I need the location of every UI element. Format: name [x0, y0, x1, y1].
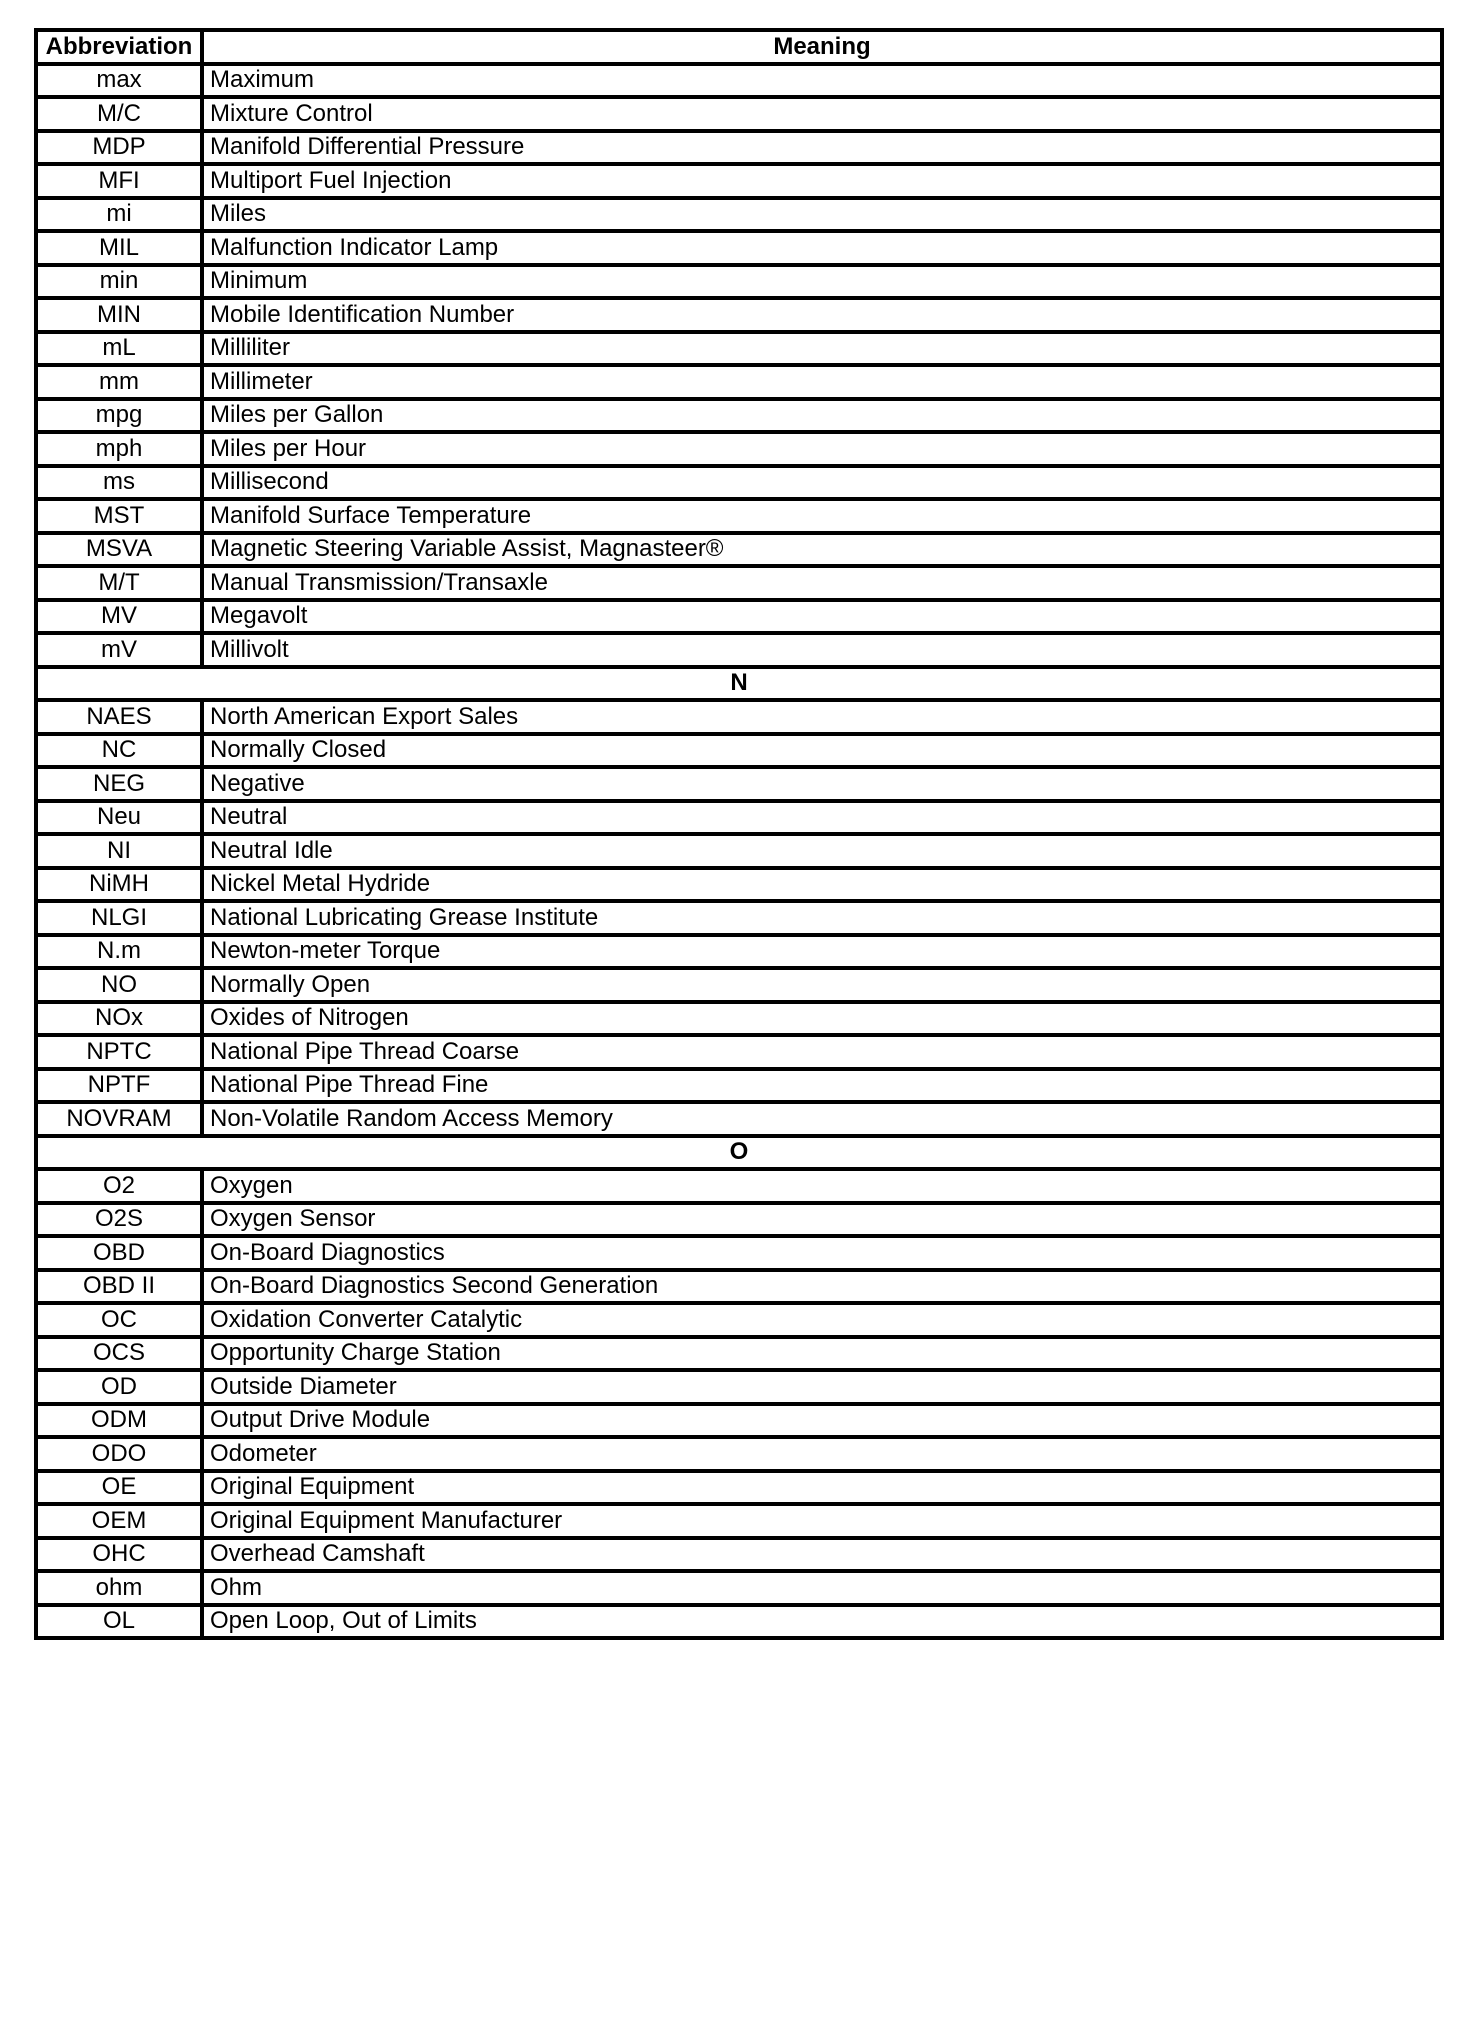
meaning-cell: Manifold Surface Temperature	[202, 499, 1442, 533]
table-row	[36, 533, 1442, 567]
table-row	[36, 1337, 1442, 1371]
meaning-cell: Milliliter	[202, 332, 1442, 366]
table-row	[36, 566, 1442, 600]
abbreviation-cell: MFI	[36, 164, 202, 198]
table-row	[36, 399, 1442, 433]
table-body	[36, 64, 1442, 1639]
header-abbreviation: Abbreviation	[36, 30, 202, 64]
table-row	[36, 968, 1442, 1002]
abbreviation-cell: NC	[36, 734, 202, 768]
section-row	[36, 1136, 1442, 1170]
meaning-cell: North American Export Sales	[202, 700, 1442, 734]
abbreviation-cell: OL	[36, 1605, 202, 1639]
table-row	[36, 365, 1442, 399]
table-row	[36, 1169, 1442, 1203]
abbreviation-cell: NLGI	[36, 901, 202, 935]
meaning-cell: Multiport Fuel Injection	[202, 164, 1442, 198]
table-row	[36, 633, 1442, 667]
meaning-cell: Millimeter	[202, 365, 1442, 399]
abbreviation-cell: NPTF	[36, 1069, 202, 1103]
table-row	[36, 231, 1442, 265]
meaning-cell: Magnetic Steering Variable Assist, Magnasteer®	[202, 533, 1442, 567]
abbreviation-cell: OBD	[36, 1236, 202, 1270]
meaning-cell: On-Board Diagnostics	[202, 1236, 1442, 1270]
section-heading: N	[36, 667, 1442, 701]
section-row	[36, 667, 1442, 701]
meaning-cell: Nickel Metal Hydride	[202, 868, 1442, 902]
abbreviation-cell: OCS	[36, 1337, 202, 1371]
abbreviation-cell: mV	[36, 633, 202, 667]
meaning-cell: Open Loop, Out of Limits	[202, 1605, 1442, 1639]
abbreviation-cell: Neu	[36, 801, 202, 835]
meaning-cell: Oxygen	[202, 1169, 1442, 1203]
abbreviation-cell: OHC	[36, 1538, 202, 1572]
meaning-cell: National Pipe Thread Fine	[202, 1069, 1442, 1103]
abbreviation-cell: NOx	[36, 1002, 202, 1036]
table-row	[36, 734, 1442, 768]
table-row	[36, 1471, 1442, 1505]
table-row	[36, 1504, 1442, 1538]
abbreviation-cell: OC	[36, 1303, 202, 1337]
table-row	[36, 1102, 1442, 1136]
table-row	[36, 1002, 1442, 1036]
abbreviation-cell: NiMH	[36, 868, 202, 902]
abbreviation-cell: OEM	[36, 1504, 202, 1538]
abbreviation-cell: OD	[36, 1370, 202, 1404]
meaning-cell: Megavolt	[202, 600, 1442, 634]
meaning-cell: Odometer	[202, 1437, 1442, 1471]
header-row	[36, 30, 1442, 64]
meaning-cell: Overhead Camshaft	[202, 1538, 1442, 1572]
meaning-cell: Oxygen Sensor	[202, 1203, 1442, 1237]
table-row	[36, 700, 1442, 734]
abbreviation-cell: ms	[36, 466, 202, 500]
meaning-cell: Oxidation Converter Catalytic	[202, 1303, 1442, 1337]
table-row	[36, 1437, 1442, 1471]
meaning-cell: Manual Transmission/Transaxle	[202, 566, 1442, 600]
abbreviation-cell: NI	[36, 834, 202, 868]
abbreviation-cell: MIL	[36, 231, 202, 265]
table-row	[36, 131, 1442, 165]
meaning-cell: Millivolt	[202, 633, 1442, 667]
table-row	[36, 901, 1442, 935]
table-row	[36, 600, 1442, 634]
abbreviation-cell: ohm	[36, 1571, 202, 1605]
table-row	[36, 198, 1442, 232]
table-row	[36, 265, 1442, 299]
abbreviation-cell: NPTC	[36, 1035, 202, 1069]
meaning-cell: Minimum	[202, 265, 1442, 299]
meaning-cell: Manifold Differential Pressure	[202, 131, 1442, 165]
meaning-cell: Original Equipment	[202, 1471, 1442, 1505]
abbreviation-cell: NAES	[36, 700, 202, 734]
table-row	[36, 935, 1442, 969]
table-row	[36, 1404, 1442, 1438]
meaning-cell: On-Board Diagnostics Second Generation	[202, 1270, 1442, 1304]
table-row	[36, 1035, 1442, 1069]
abbreviation-cell: N.m	[36, 935, 202, 969]
table-row	[36, 1605, 1442, 1639]
meaning-cell: Normally Closed	[202, 734, 1442, 768]
meaning-cell: Ohm	[202, 1571, 1442, 1605]
abbreviation-cell: MDP	[36, 131, 202, 165]
abbreviation-cell: OBD II	[36, 1270, 202, 1304]
abbreviation-cell: M/T	[36, 566, 202, 600]
abbreviation-cell: NOVRAM	[36, 1102, 202, 1136]
meaning-cell: Neutral Idle	[202, 834, 1442, 868]
table-row	[36, 1270, 1442, 1304]
meaning-cell: Miles per Hour	[202, 432, 1442, 466]
meaning-cell: Normally Open	[202, 968, 1442, 1002]
meaning-cell: Non-Volatile Random Access Memory	[202, 1102, 1442, 1136]
abbreviation-cell: MV	[36, 600, 202, 634]
table-row	[36, 801, 1442, 835]
abbreviation-cell: ODM	[36, 1404, 202, 1438]
meaning-cell: National Lubricating Grease Institute	[202, 901, 1442, 935]
abbreviation-cell: OE	[36, 1471, 202, 1505]
table-row	[36, 499, 1442, 533]
meaning-cell: Outside Diameter	[202, 1370, 1442, 1404]
table-row	[36, 767, 1442, 801]
table-row	[36, 466, 1442, 500]
table-row	[36, 868, 1442, 902]
abbreviation-cell: NEG	[36, 767, 202, 801]
table-row	[36, 1538, 1442, 1572]
meaning-cell: National Pipe Thread Coarse	[202, 1035, 1442, 1069]
table-row	[36, 64, 1442, 98]
table-row	[36, 164, 1442, 198]
abbreviation-cell: MIN	[36, 298, 202, 332]
table-row	[36, 1571, 1442, 1605]
meaning-cell: Neutral	[202, 801, 1442, 835]
abbreviation-table	[34, 28, 1444, 1640]
abbreviation-cell: O2	[36, 1169, 202, 1203]
meaning-cell: Newton-meter Torque	[202, 935, 1442, 969]
abbreviation-cell: MSVA	[36, 533, 202, 567]
abbreviation-cell: max	[36, 64, 202, 98]
meaning-cell: Mixture Control	[202, 97, 1442, 131]
abbreviation-cell: mi	[36, 198, 202, 232]
table-row	[36, 97, 1442, 131]
abbreviation-cell: MST	[36, 499, 202, 533]
table-row	[36, 1069, 1442, 1103]
table-row	[36, 332, 1442, 366]
abbreviation-cell: NO	[36, 968, 202, 1002]
abbreviation-cell: mpg	[36, 399, 202, 433]
table-row	[36, 1236, 1442, 1270]
meaning-cell: Original Equipment Manufacturer	[202, 1504, 1442, 1538]
meaning-cell: Miles	[202, 198, 1442, 232]
section-heading: O	[36, 1136, 1442, 1170]
meaning-cell: Oxides of Nitrogen	[202, 1002, 1442, 1036]
abbreviation-cell: mm	[36, 365, 202, 399]
table-row	[36, 432, 1442, 466]
abbreviation-cell: mL	[36, 332, 202, 366]
meaning-cell: Millisecond	[202, 466, 1442, 500]
meaning-cell: Output Drive Module	[202, 1404, 1442, 1438]
abbreviation-cell: mph	[36, 432, 202, 466]
meaning-cell: Opportunity Charge Station	[202, 1337, 1442, 1371]
abbreviation-cell: min	[36, 265, 202, 299]
table-row	[36, 1370, 1442, 1404]
abbreviation-cell: M/C	[36, 97, 202, 131]
meaning-cell: Mobile Identification Number	[202, 298, 1442, 332]
abbreviation-cell: ODO	[36, 1437, 202, 1471]
meaning-cell: Miles per Gallon	[202, 399, 1442, 433]
table-row	[36, 1203, 1442, 1237]
table-row	[36, 1303, 1442, 1337]
table-row	[36, 834, 1442, 868]
meaning-cell: Negative	[202, 767, 1442, 801]
table-row	[36, 298, 1442, 332]
abbreviation-cell: O2S	[36, 1203, 202, 1237]
meaning-cell: Maximum	[202, 64, 1442, 98]
header-meaning: Meaning	[202, 30, 1442, 64]
meaning-cell: Malfunction Indicator Lamp	[202, 231, 1442, 265]
